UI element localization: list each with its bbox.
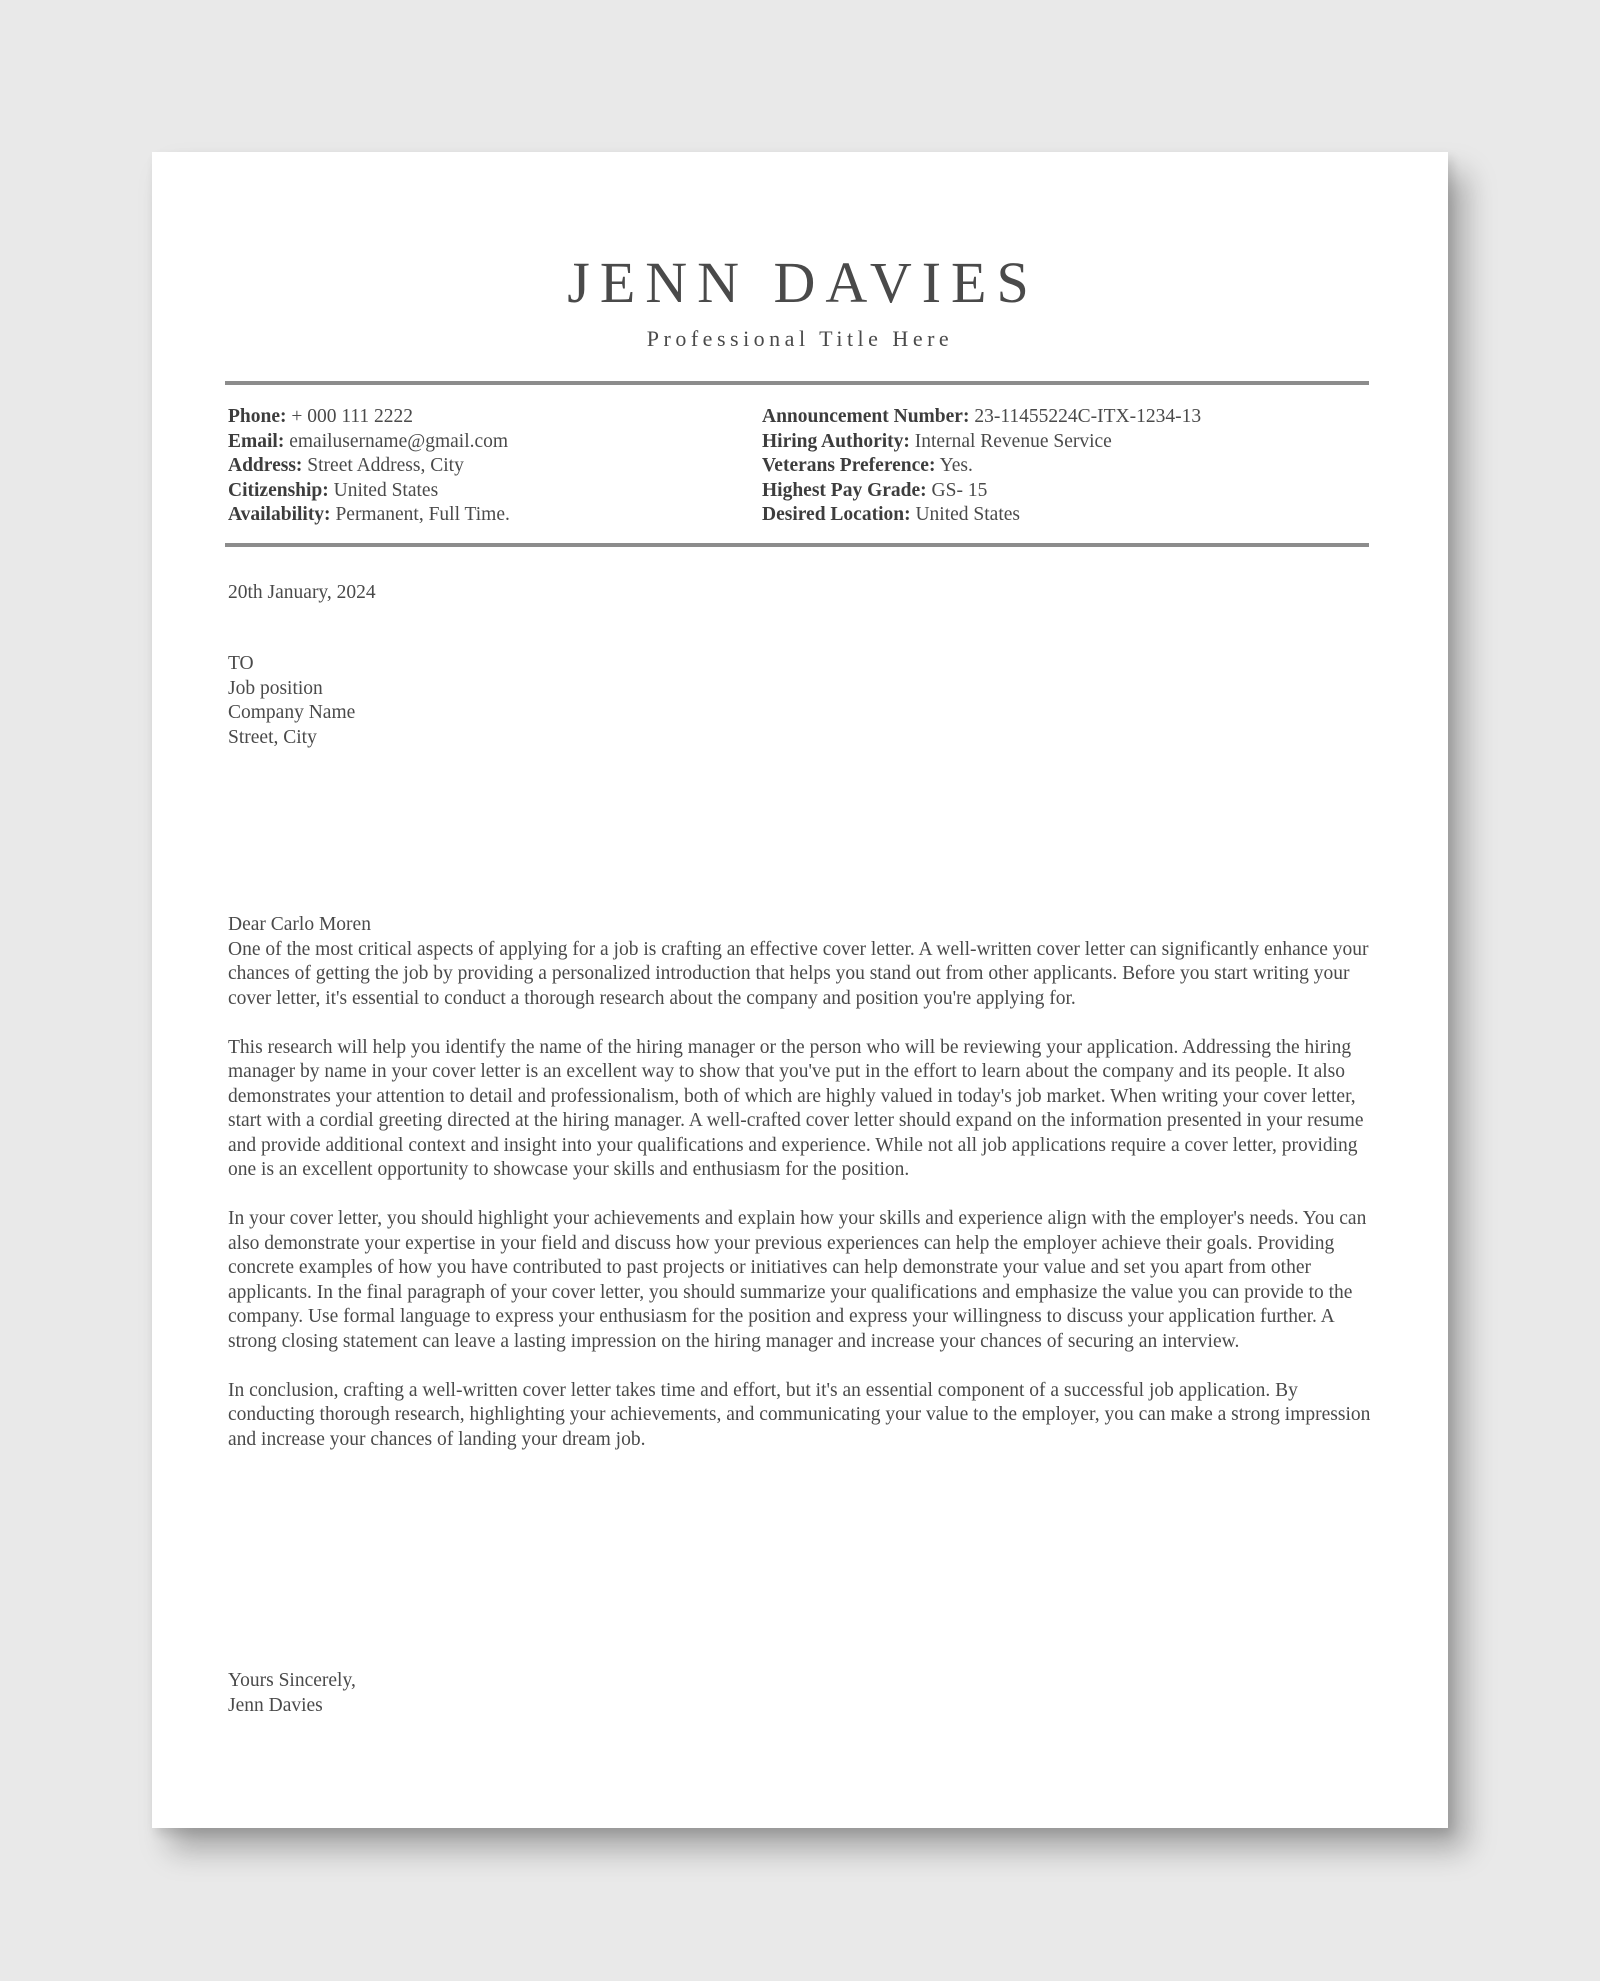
info-row-announcement-number <box>762 405 1201 430</box>
letter-date: 20th January, 2024 <box>228 582 376 603</box>
letter-paragraph: In your cover letter, you should highlight your achievements and explain how your skills and experience align with the employer's needs. You can also demonstrate your expertise in your field and discuss how your previous experiences can help the employer achieve their goals. Providing concrete examples of how you have contributed to past projects or initiatives can help demonstrate your value and set you apart from other applicants. In the final paragraph of your cover letter, you should summarize your qualifications and emphasize the value you can provide to the company. Use formal language to express your enthusiasm for the position and express your willingness to discuss your application further. A strong closing statement can leave a lasting impression on the hiring manager and increase your chances of securing an interview. <box>228 1208 1367 1352</box>
salutation: Dear Carlo Moren <box>228 914 371 935</box>
letter-body <box>228 913 1374 1477</box>
info-value: Internal Revenue Service <box>909 430 1112 452</box>
info-label: Desired Location: <box>762 504 911 525</box>
info-label: Highest Pay Grade: <box>762 479 927 501</box>
applicant-name: JENN DAVIES <box>567 250 1039 315</box>
document-page <box>152 152 1448 1828</box>
info-row-pay-grade <box>762 479 1201 504</box>
info-label: Email: <box>228 430 285 452</box>
info-row-phone <box>228 405 510 430</box>
closing-block <box>228 1669 1374 1718</box>
info-row-desired-location <box>762 503 1201 528</box>
info-label: Veterans Preference: <box>762 455 936 476</box>
info-label: Citizenship: <box>228 479 329 501</box>
recipient-block <box>228 652 1374 750</box>
info-row-address <box>228 454 510 479</box>
info-value: Permanent, Full Time. <box>330 504 510 525</box>
info-value: GS- 15 <box>926 479 988 501</box>
professional-title: Professional Title Here <box>646 326 954 351</box>
info-row-availability <box>228 503 510 528</box>
info-row-hiring-authority <box>762 430 1201 455</box>
info-row-citizenship <box>228 479 510 504</box>
info-label: Announcement Number: <box>762 406 970 427</box>
info-label: Availability: <box>228 504 331 525</box>
info-value: emailusername@gmail.com <box>284 430 509 452</box>
info-row-email <box>228 430 510 455</box>
recipient-line: Job position <box>228 677 323 699</box>
info-value: Street Address, City <box>302 455 464 476</box>
recipient-line: TO <box>228 653 254 674</box>
info-label: Phone: <box>228 406 287 427</box>
contact-info-right <box>762 405 1201 528</box>
info-row-veterans-preference <box>762 454 1201 479</box>
signature-name: Jenn Davies <box>228 1694 323 1716</box>
info-value: 23-11455224C-ITX-1234-13 <box>969 406 1202 427</box>
header-divider-top <box>225 381 1369 385</box>
contact-info-left <box>228 405 510 528</box>
info-label: Address: <box>228 455 303 476</box>
header-divider-bottom <box>225 543 1369 547</box>
letter-paragraph: One of the most critical aspects of applying for a job is crafting an effective cover letter. A well-written cover letter can significantly enhance your chances of getting the job by providing a personalized introduction that helps you stand out from other applicants. Before you start writing your cover letter, it's essential to conduct a thorough research about the company and position you're applying for. <box>228 938 1369 1009</box>
info-value: United States <box>910 504 1020 525</box>
recipient-line: Street, City <box>228 726 317 748</box>
info-value: + 000 111 2222 <box>286 406 414 427</box>
recipient-line: Company Name <box>228 702 356 723</box>
closing-phrase: Yours Sincerely, <box>228 1670 356 1691</box>
info-label: Hiring Authority: <box>762 430 910 452</box>
letter-paragraph: In conclusion, crafting a well-written cover letter takes time and effort, but it's an essential component of a successful job application. By conducting thorough research, highlighting your achievements, and communicating your value to the employer, you can make a strong impression and increase your chances of landing your dream job. <box>228 1379 1371 1450</box>
letter-paragraph: This research will help you identify the name of the hiring manager or the person who will be reviewing your application. Addressing the hiring manager by name in your cover letter is an excellent way to show that you've put in the effort to learn about the company and its people. It also demonstrates your attention to detail and professionalism, both of which are highly valued in today's job market. When writing your cover letter, start with a cordial greeting directed at the hiring manager. A well-crafted cover letter should expand on the information presented in your resume and provide additional context and insight into your qualifications and experience. While not all job applications require a cover letter, providing one is an excellent opportunity to showcase your skills and enthusiasm for the position. <box>228 1036 1364 1180</box>
info-value: Yes. <box>935 455 973 476</box>
info-value: United States <box>328 479 439 501</box>
